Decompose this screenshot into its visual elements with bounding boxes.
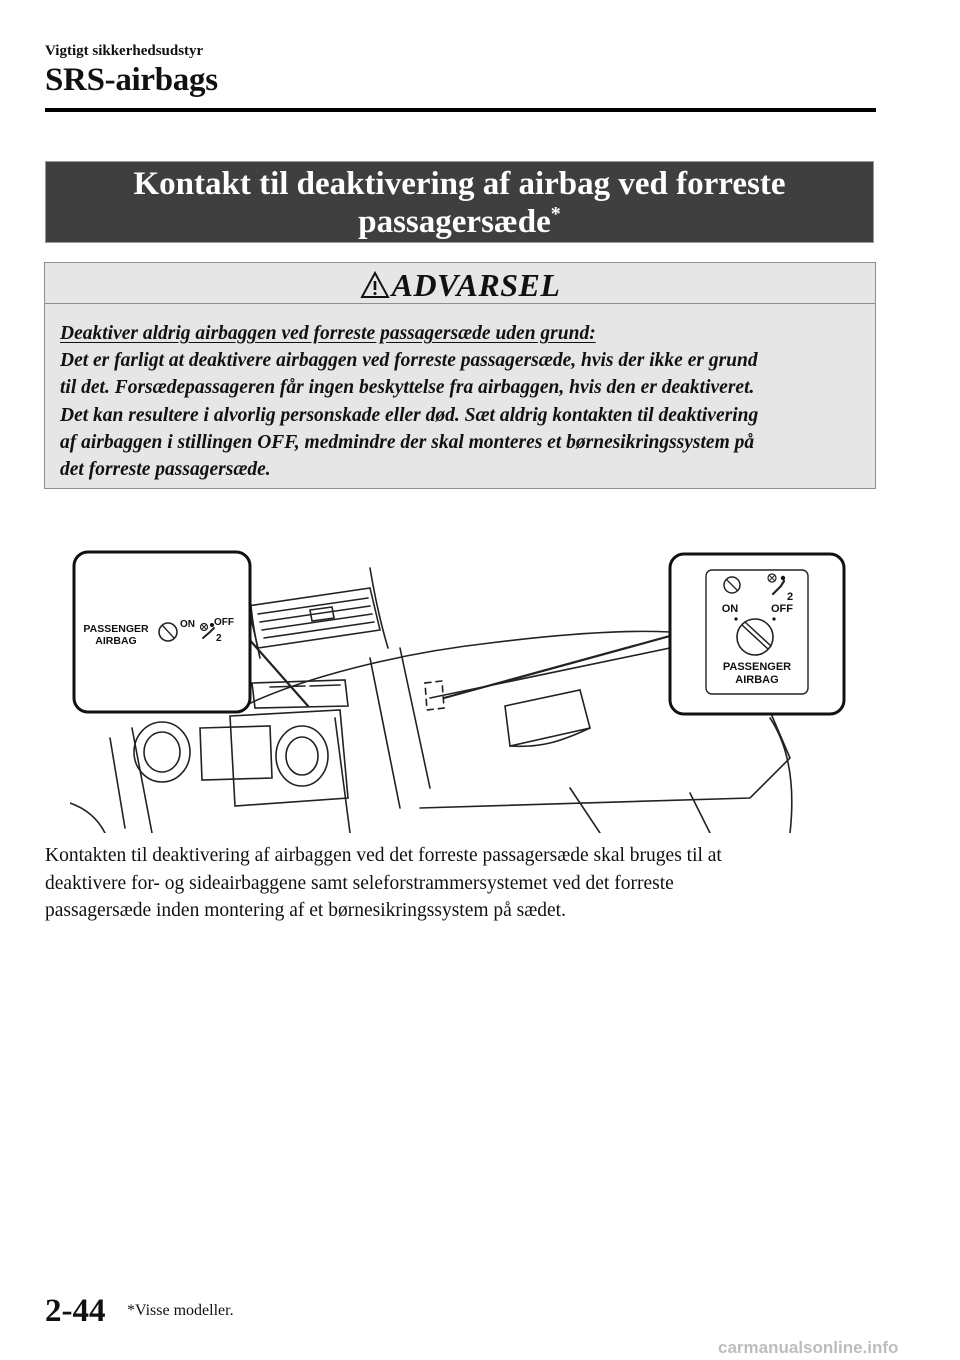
warning-line: Det kan resultere i alvorlig personskade eller død. Sæt aldrig kontakten til deaktivering	[60, 404, 759, 426]
warning-triangle-icon	[360, 271, 390, 304]
left-off-label: OFF	[214, 617, 234, 628]
left-callout	[74, 552, 250, 712]
right-on-label: ON	[721, 603, 739, 615]
watermark: carmanualsonline.info	[718, 1338, 899, 1357]
dashboard-illustration	[70, 548, 850, 833]
left-passenger-label: PASSENGER	[83, 623, 149, 635]
topic-banner	[45, 161, 874, 243]
topic-title-line2: passagersæde	[358, 204, 551, 240]
body-paragraph	[45, 842, 865, 925]
topic-title-line1: Kontakt til deaktivering af airbag ved forreste	[133, 166, 786, 202]
left-seat-number: 2	[216, 633, 222, 644]
warning-line: Det er farligt at deaktivere airbaggen ved forreste passagersæde, hvis der ikke er grund	[60, 350, 758, 372]
right-passenger-label: PASSENGER	[722, 661, 792, 673]
warning-line: til det. Forsædepassageren får ingen beskyttelse fra airbaggen, hvis den er deaktiveret.	[60, 377, 755, 399]
body-line: passagersæde inden montering af et børnesikringssystem på sædet.	[45, 900, 566, 922]
right-off-label: OFF	[771, 603, 793, 615]
footnote-marker: *	[550, 203, 561, 225]
warning-line: det forreste passagersæde.	[60, 459, 271, 481]
warning-line: af airbaggen i stillingen OFF, medmindre der skal monteres et børnesikringssystem på	[60, 431, 755, 453]
warning-header	[45, 263, 875, 304]
topic-title-line2-wrap	[46, 203, 873, 241]
left-airbag-label: AIRBAG	[95, 635, 137, 647]
left-leader-line	[248, 638, 308, 706]
body-line: Kontakten til deaktivering af airbaggen ved det forreste passagersæde skal bruges til at	[45, 845, 722, 866]
right-seat-number: 2	[787, 591, 794, 603]
page-number: 2-44	[45, 1293, 106, 1329]
right-airbag-label: AIRBAG	[735, 674, 779, 686]
heading-divider	[45, 108, 876, 112]
warning-box	[44, 262, 876, 489]
body-line: deaktivere for- og sideairbaggene samt seleforstrammersystemet ved det forreste	[45, 872, 674, 894]
warning-body	[60, 320, 865, 483]
right-leader-line	[444, 636, 670, 698]
footnote: *Visse modeller.	[127, 1302, 234, 1319]
page-heading: SRS-airbags	[45, 62, 218, 98]
left-on-label: ON	[180, 619, 195, 630]
warning-label: ADVARSEL	[391, 267, 561, 303]
section-label: Vigtigt sikkerhedsudstyr	[45, 43, 204, 59]
warning-subtitle: Deaktiver aldrig airbaggen ved forreste passagersæde uden grund:	[60, 323, 596, 344]
right-callout	[670, 554, 844, 714]
